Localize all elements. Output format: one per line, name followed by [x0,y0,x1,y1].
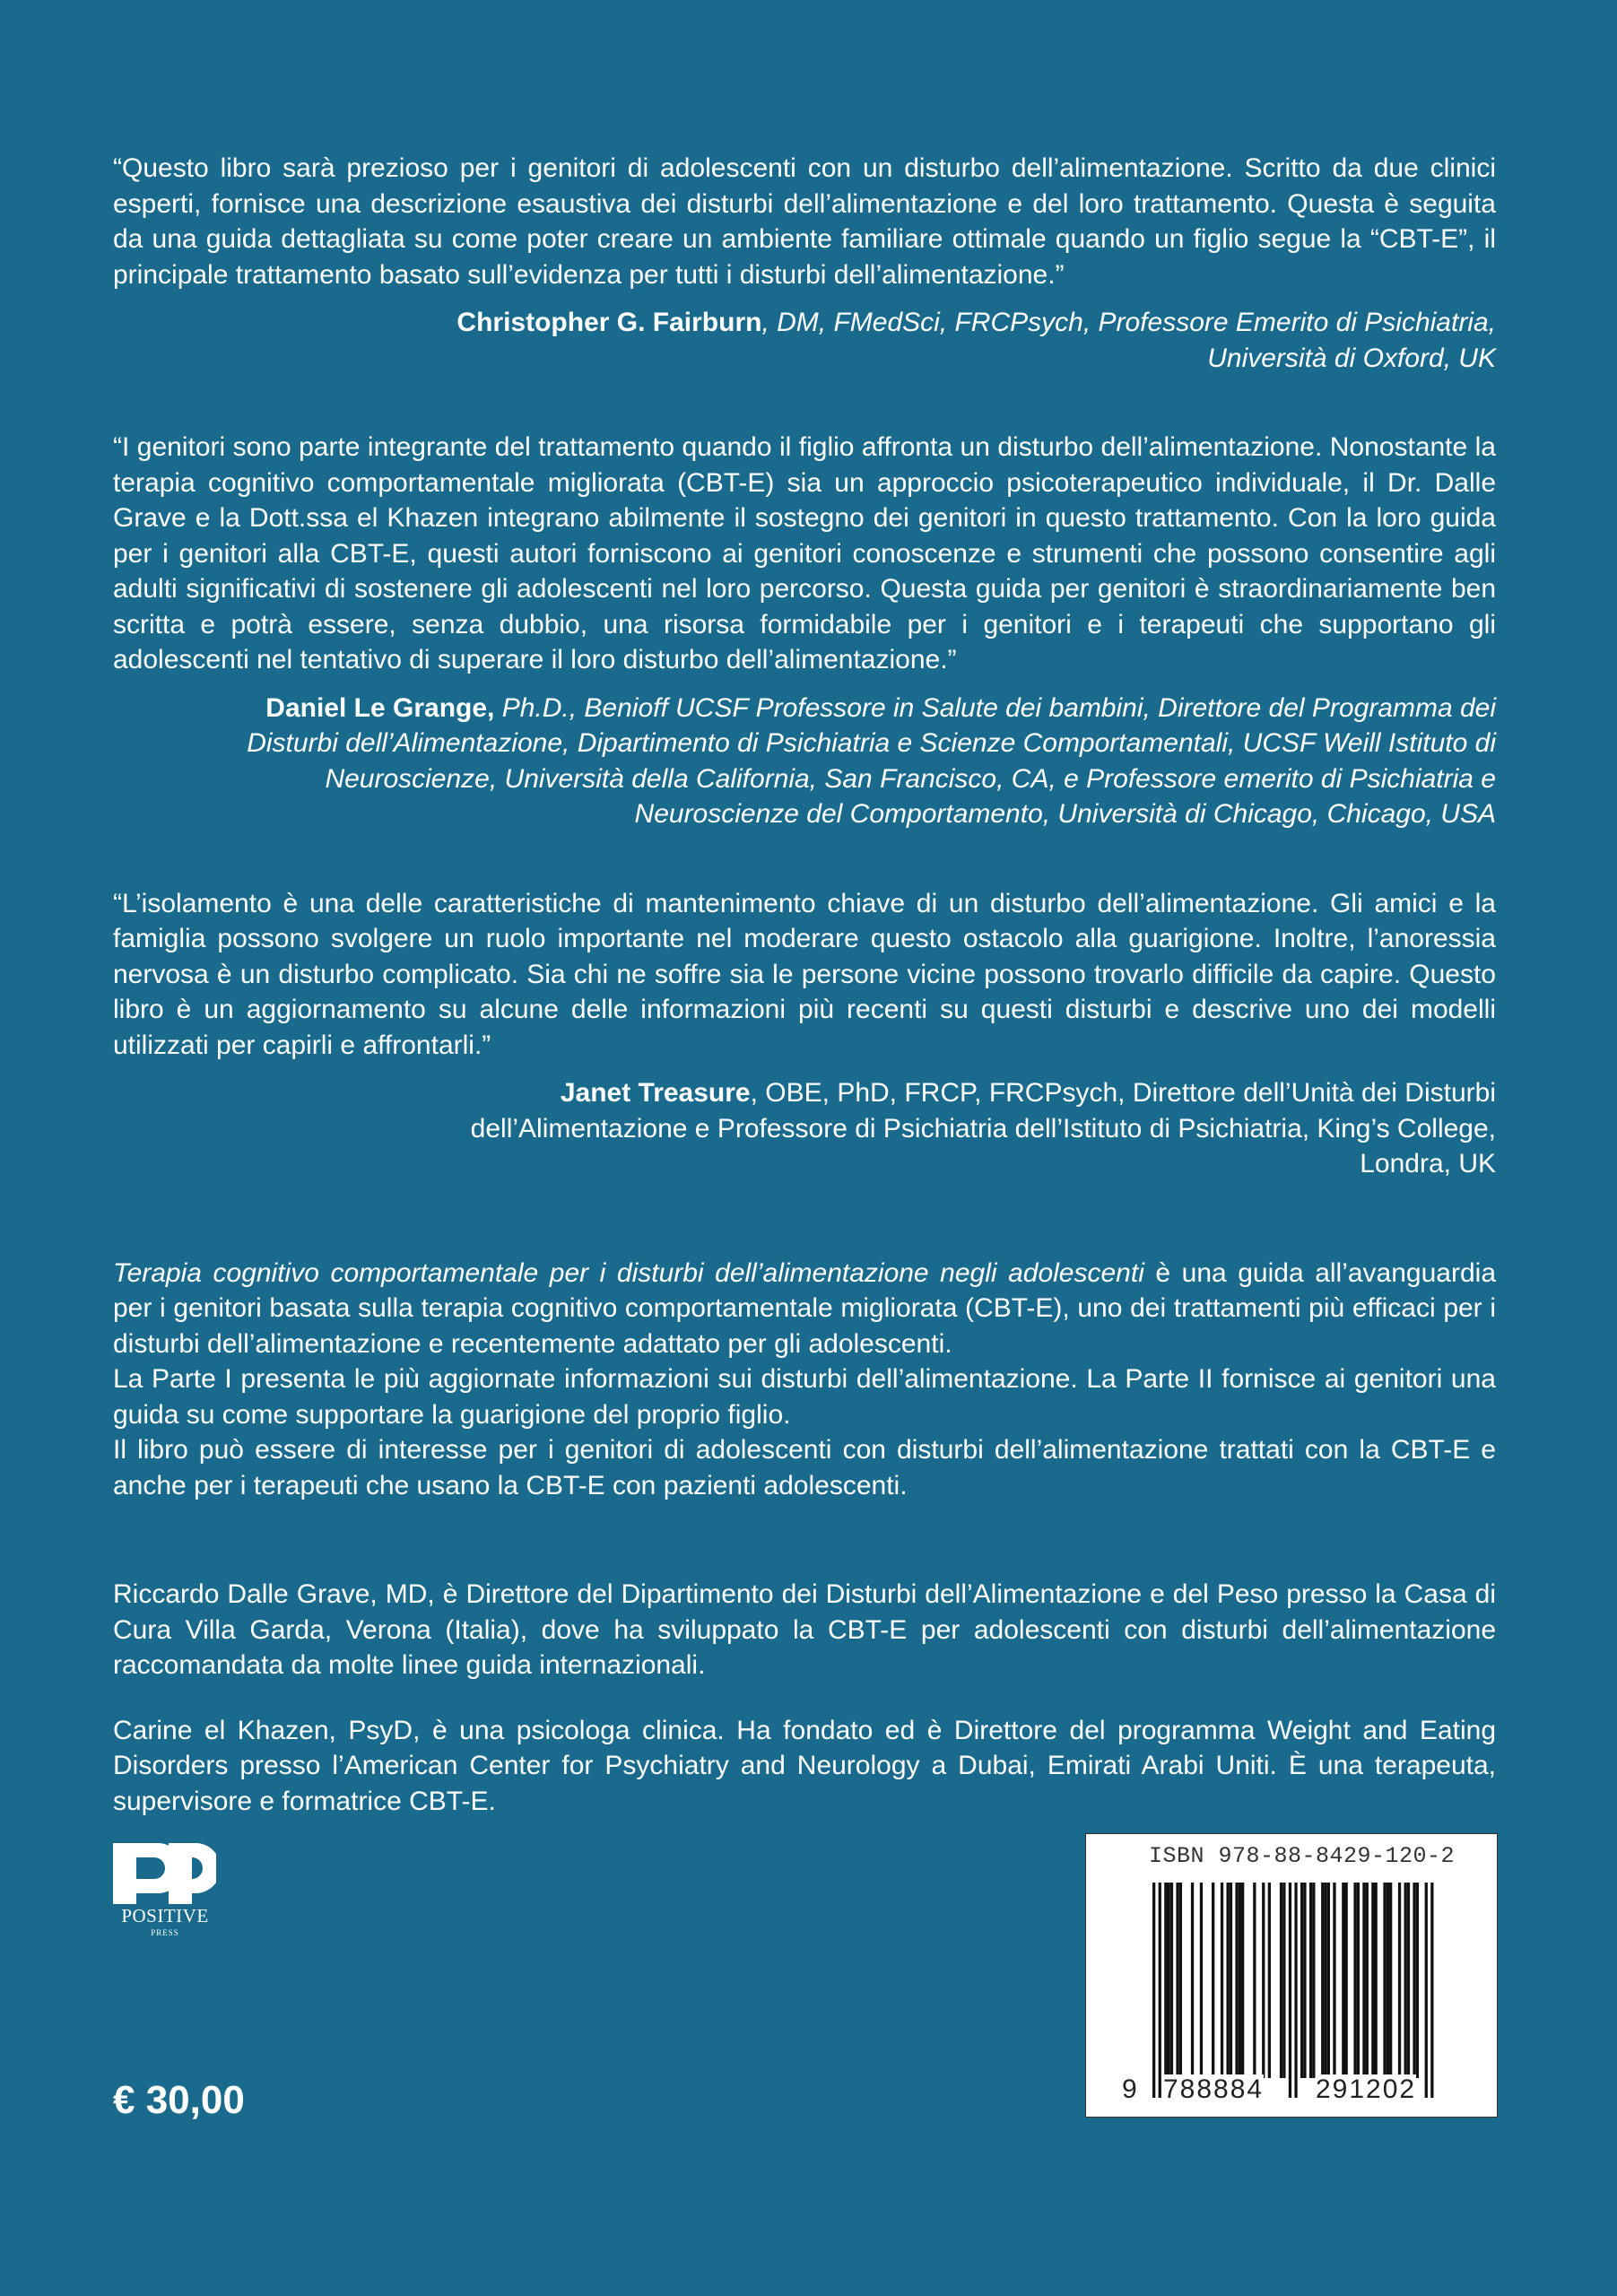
review-quote: “Questo libro sarà prezioso per i genitori di adolescenti con un disturbo dell’alimentazione. Scritto da due clinici esperti, fornisce una descrizione esaustiva dei disturbi dell’alimentazione e del loro trattamento. Questa è seguita da una guida dettagliata su come poter creare un ambiente familiare ottimale quando un figlio segue la “CBT-E”, il principale trattamento basato sull’evidenza per tutti i disturbi dell’alimentazione.” [113,153,1496,290]
barcode-digits-left: 788884 [1163,2074,1265,2104]
barcode-digits-right: 291202 [1316,2074,1417,2104]
reviewer-name: Janet Treasure [560,1078,751,1108]
barcode-bar [1289,1883,1291,2098]
barcode-bar [1239,1883,1241,2078]
publisher-name: POSITIVE [121,1905,209,1926]
description-paragraph [113,1256,1496,1362]
barcode-bar [1280,1883,1282,2078]
review-treasure [113,886,1496,1182]
barcode-bar [1357,1883,1360,2078]
barcode-bar [1168,1883,1170,2078]
price-label: € 30,00 [113,2078,245,2122]
barcode-bar [1371,1883,1374,2078]
barcode-bar [1282,1883,1285,2078]
barcode-bar [1300,1883,1303,2078]
barcode-digit-first: 9 [1122,2074,1139,2104]
book-description [113,1256,1496,1504]
reviewer-credentials: Ph.D., Benioff UCSF Professore in Salute dei bambini, Direttore del Programma dei Disturbi dell’Alimentazione, Dipartimento di Psichiatria e Scienze Comportamentali, UCSF Weill Istituto di Neuroscienze, Università della California, San Francisco, CA, e Professore emerito di Psichiatria e Neuroscienze del Comportamento, Università di Chicago, Chicago, USA [247,692,1496,829]
barcode-bar [1176,1883,1178,2078]
review-quote: “L’isolamento è una delle caratteristiche di mantenimento chiave di un disturbo dell’alimentazione. Gli amici e la famiglia possono svolgere un ruolo importante nel moderare questo ostacolo alla guarigione. Inoltre, l’anoressia nervosa è un disturbo complicato. Sia chi ne soffre sia le persone vicine possono trovarlo difficile da capire. Questo libro è un aggiornamento su alcune delle informazioni più recenti su questi disturbi e descrive uno dei modelli utilizzati per capirli e affrontarli.” [113,888,1496,1060]
barcode-bar [1294,1883,1297,2098]
review-le-grange [113,430,1496,832]
barcode-bar [1387,1883,1389,2078]
reviewer-affiliation: Università di Oxford, UK [1207,343,1496,373]
barcode-bar [1345,1883,1348,2078]
barcode-bar [1191,1883,1194,2078]
publisher-sub: PRESS [151,1928,179,1937]
barcode-bar [1159,1883,1161,2098]
barcode-bar [1321,1883,1324,2078]
barcode-bar [1253,1883,1256,2078]
barcode-bar [1327,1883,1330,2078]
bio-text: Carine el Khazen, PsyD, è una psicologa clinica. Ha fondato ed è Direttore del programma Weight and Eating Disorders presso l’American Center for Psychiatry and Neurology a Dubai, Emirati Arabi Uniti. È una terapeuta, supervisore e formatrice CBT-E. [113,1715,1496,1816]
barcode-bar [1366,1883,1369,2078]
barcode-bar [1200,1883,1203,2078]
barcode-bar [1430,1883,1433,2098]
barcode-bar [1309,1883,1312,2078]
barcode-bar [1362,1883,1365,2078]
barcode-bar [1342,1883,1344,2078]
back-cover-text [113,151,1496,1819]
barcode-bar [1262,1883,1265,2078]
barcode-bar [1268,1883,1271,2078]
barcode-bar [1383,1883,1386,2078]
barcode-bar [1375,1883,1378,2078]
barcode-bar [1353,1883,1356,2078]
barcode-bar [1221,1883,1223,2078]
barcode-bar [1404,1883,1407,2078]
barcode-bar [1179,1883,1182,2078]
barcode-bar [1407,1883,1410,2078]
barcode-bar [1230,1883,1232,2078]
review-quote: “I genitori sono parte integrante del trattamento quando il figlio affronta un disturbo dell’alimentazione. Nonostante la terapia cognitivo comportamentale migliorata (CBT-E) sia un approccio psicoterapeutico individuale, il Dr. Dalle Grave e la Dott.ssa el Khazen integrano abilmente il sostegno dei genitori in questo trattamento. Con la loro guida per i genitori alla CBT-E, questi autori forniscono ai genitori conoscenze e strumenti che possono consentire agli adulti significativi di sostenere gli adolescenti nel loro percorso. Questa guida per genitori è straordinariamente ben scritta e potrà essere, senza dubbio, una risorsa formidabile per i genitori e i terapeuti che supportano gli adolescenti nel tentativo di superare il loro disturbo dell’alimentazione.” [113,432,1496,674]
description-paragraph: La Parte I presenta le più aggiornate informazioni sui disturbi dell’alimentazione. La Parte II fornisce ai genitori una guida su come supportare la guarigione del proprio figlio. [113,1364,1496,1430]
barcode-bar [1389,1883,1392,2078]
book-title: Terapia cognitivo comportamentale per i disturbi dell’alimentazione negli adolescenti [113,1257,1144,1288]
barcode-bar [1212,1883,1214,2078]
barcode-bar [1333,1883,1335,2078]
bio-text: Riccardo Dalle Grave, MD, è Direttore del Dipartimento dei Disturbi dell’Alimentazione e del Peso presso la Casa di Cura Villa Garda, Verona (Italia), dove ha sviluppato la CBT-E per adolescenti con disturbi dell’alimentazione raccomandata da molte linee guida internazionali. [113,1579,1496,1680]
barcode-bar [1425,1883,1428,2098]
reviewer-name: Daniel Le Grange, [265,692,495,723]
review-fairburn [113,151,1496,376]
description-paragraph: Il libro può essere di interesse per i genitori di adolescenti con disturbi dell’alimentazione trattati con la CBT-E e anche per i terapeuti che usano la CBT-E con pazienti adolescenti. [113,1435,1496,1500]
barcode-bar [1413,1883,1415,2078]
barcode-bar [1235,1883,1238,2078]
review-attribution [113,1075,1496,1182]
barcode-bars [1086,1834,1497,2117]
barcode-bar [1324,1883,1326,2078]
review-attribution [113,305,1496,376]
barcode-bar [1164,1883,1167,2078]
barcode-bar [1398,1883,1401,2078]
isbn-barcode [1085,1833,1498,2118]
barcode-bar [1170,1883,1173,2078]
barcode-bar [1152,1883,1155,2098]
reviewer-credentials: , DM, FMedSci, FRCPsych, Professore Emerito di Psichiatria, [761,308,1496,337]
author-bio-el-khazen [113,1713,1496,1820]
barcode-bar [1416,1883,1419,2078]
author-bio-dalle-grave [113,1577,1496,1683]
reviewer-name: Christopher G. Fairburn [456,308,762,337]
barcode-bar [1303,1883,1306,2078]
review-attribution [113,691,1496,832]
barcode-bar [1312,1883,1315,2078]
barcode-bar [1227,1883,1230,2078]
isbn-label: ISBN 978-88-8429-120-2 [1149,1843,1456,1869]
description-text: è una guida all’avanguardia per i genitori basata sulla terapia cognitivo comportamentale migliorata (CBT-E), uno dei trattamenti più efficaci per i disturbi dell’alimentazione e recentemente adattato per gli adolescenti. [113,1257,1497,1359]
barcode-bar [1241,1883,1244,2078]
reviewer-credentials: , OBE, PhD, FRCP, FRCPsych, Direttore dell’Unità dei Disturbi dell’Alimentazione e Professore di Psichiatria dell’Istituto di Psichiatria, King’s College, Londra, UK [470,1078,1496,1178]
